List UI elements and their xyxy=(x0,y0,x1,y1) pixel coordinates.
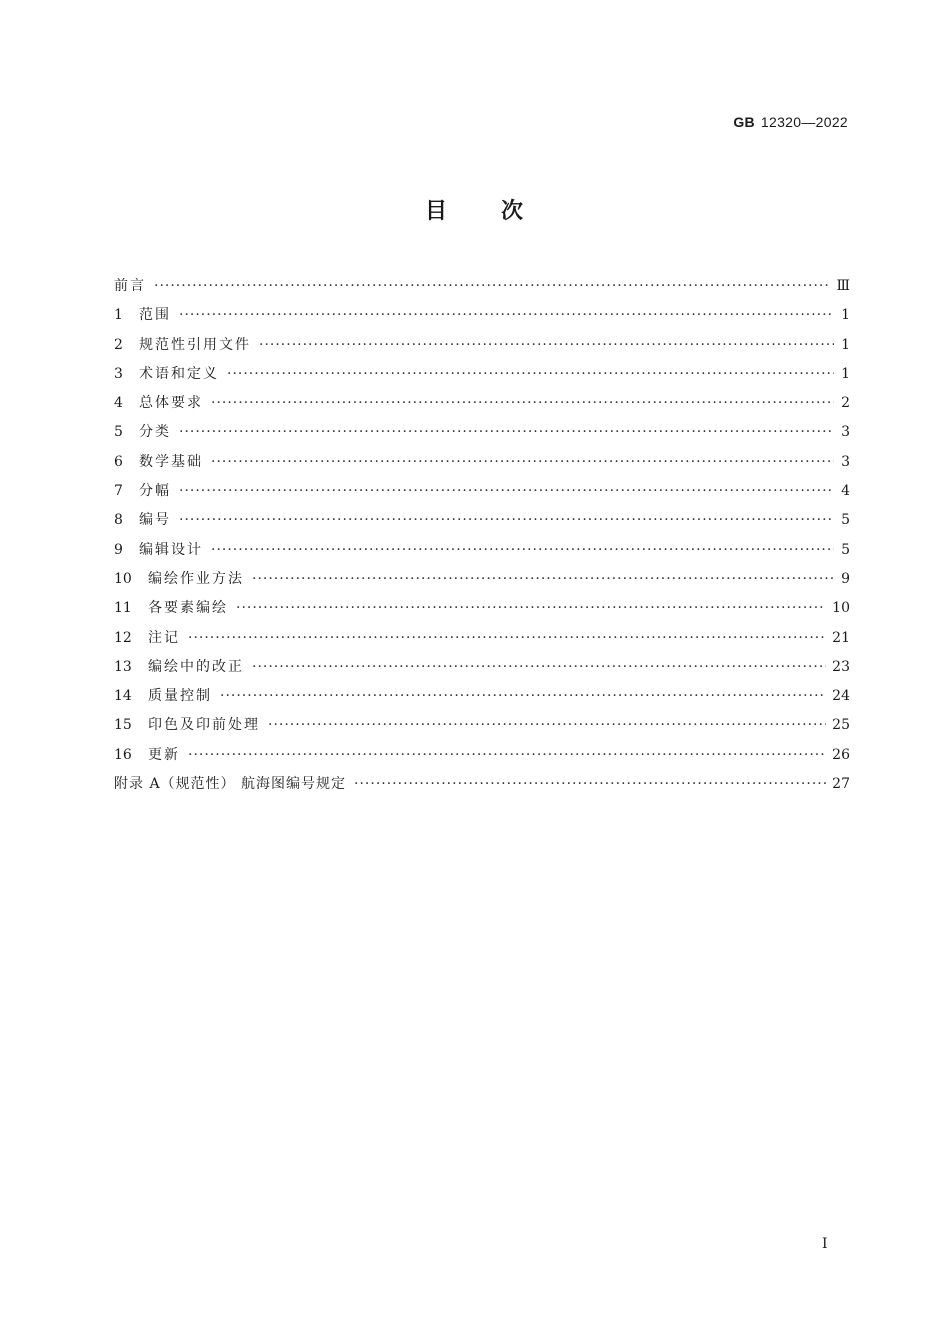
toc-leader-dots xyxy=(179,418,834,447)
toc-entry-6[interactable] xyxy=(114,448,850,477)
toc-entry-8[interactable] xyxy=(114,506,850,535)
toc-entry-2[interactable] xyxy=(114,331,850,360)
toc-entry-label: 附录 A（规范性） 航海图编号规定 xyxy=(114,776,347,793)
toc-entry-10[interactable] xyxy=(114,565,850,594)
toc-entry-page: 9 xyxy=(841,570,850,587)
toc-entry-label: 编绘作业方法 xyxy=(148,570,244,587)
title-char-2: 次 xyxy=(501,199,526,224)
standard-code xyxy=(733,114,848,130)
toc-entry-number: 11 xyxy=(114,600,132,617)
toc-entry-label: 前言 xyxy=(114,278,146,294)
toc-entry-page: 10 xyxy=(832,600,850,617)
toc-leader-dots xyxy=(211,536,834,565)
standard-prefix: GB xyxy=(733,114,755,130)
toc-entry-foreword[interactable] xyxy=(114,272,850,301)
toc-leader-dots xyxy=(252,653,826,682)
toc-entry-11[interactable] xyxy=(114,594,850,623)
toc-entry-number: 8 xyxy=(114,512,123,529)
page-title xyxy=(0,194,950,225)
toc-leader-dots xyxy=(188,624,826,653)
title-char-1: 目 xyxy=(424,199,449,224)
toc-entry-7[interactable] xyxy=(114,477,850,506)
toc-entry-appendix-a[interactable] xyxy=(114,770,850,799)
toc-entry-label: 各要素编绘 xyxy=(148,600,228,617)
toc-entry-number: 2 xyxy=(114,336,123,353)
toc-entry-label: 质量控制 xyxy=(148,688,212,705)
toc-entry-number: 1 xyxy=(114,307,123,324)
toc-entry-label: 编号 xyxy=(139,512,171,529)
toc-entry-page: 2 xyxy=(841,395,850,412)
page-number: I xyxy=(822,1236,828,1252)
toc-entry-number: 4 xyxy=(114,395,123,412)
toc-entry-1[interactable] xyxy=(114,301,850,330)
table-of-contents xyxy=(114,272,850,799)
toc-entry-number: 6 xyxy=(114,453,123,470)
toc-entry-page: 23 xyxy=(832,658,850,675)
toc-entry-9[interactable] xyxy=(114,536,850,565)
toc-leader-dots xyxy=(252,565,834,594)
toc-entry-label: 规范性引用文件 xyxy=(139,336,251,353)
toc-leader-dots xyxy=(211,448,834,477)
toc-leader-dots xyxy=(179,301,834,330)
toc-leader-dots xyxy=(188,741,826,770)
toc-entry-3[interactable] xyxy=(114,360,850,389)
toc-entry-number: 12 xyxy=(114,629,132,646)
toc-leader-dots xyxy=(220,682,826,711)
toc-entry-page: 27 xyxy=(832,776,850,793)
toc-entry-5[interactable] xyxy=(114,418,850,447)
toc-entry-15[interactable] xyxy=(114,711,850,740)
toc-entry-label: 分幅 xyxy=(139,483,171,500)
toc-entry-page: 3 xyxy=(841,453,850,470)
toc-entry-number: 13 xyxy=(114,658,132,675)
toc-leader-dots xyxy=(268,711,826,740)
toc-entry-page: 4 xyxy=(841,483,850,500)
toc-entry-page: 25 xyxy=(832,717,850,734)
toc-entry-label: 编绘中的改正 xyxy=(148,658,244,675)
toc-entry-page: 24 xyxy=(832,688,850,705)
toc-leader-dots xyxy=(211,389,834,418)
toc-entry-16[interactable] xyxy=(114,741,850,770)
toc-entry-page: 5 xyxy=(841,541,850,558)
toc-entry-4[interactable] xyxy=(114,389,850,418)
toc-entry-number: 15 xyxy=(114,717,132,734)
toc-entry-12[interactable] xyxy=(114,624,850,653)
toc-entry-label: 编辑设计 xyxy=(139,541,203,558)
toc-entry-label: 数学基础 xyxy=(139,453,203,470)
toc-entry-page: 1 xyxy=(841,307,850,324)
toc-leader-dots xyxy=(236,594,826,623)
toc-leader-dots xyxy=(227,360,834,389)
toc-entry-number: 7 xyxy=(114,483,123,500)
toc-entry-label: 总体要求 xyxy=(139,395,203,412)
toc-entry-page: 5 xyxy=(841,512,850,529)
toc-entry-number: 5 xyxy=(114,424,123,441)
toc-entry-page: 21 xyxy=(832,629,850,646)
toc-entry-label: 印色及印前处理 xyxy=(148,717,260,734)
toc-entry-14[interactable] xyxy=(114,682,850,711)
toc-entry-label: 分类 xyxy=(139,424,171,441)
toc-entry-page: 26 xyxy=(832,746,850,763)
toc-entry-number: 3 xyxy=(114,365,123,382)
toc-entry-label: 更新 xyxy=(148,746,180,763)
standard-number: 12320—2022 xyxy=(760,114,848,130)
toc-leader-dots xyxy=(354,770,826,799)
toc-entry-number: 9 xyxy=(114,541,123,558)
toc-entry-number: 14 xyxy=(114,688,132,705)
toc-leader-dots xyxy=(179,477,834,506)
toc-entry-label: 术语和定义 xyxy=(139,365,219,382)
toc-entry-page: 1 xyxy=(841,365,850,382)
toc-leader-dots xyxy=(179,506,834,535)
toc-entry-label: 范围 xyxy=(139,307,171,324)
toc-entry-label: 注记 xyxy=(148,629,180,646)
toc-entry-page: 3 xyxy=(841,424,850,441)
toc-entry-number: 10 xyxy=(114,570,132,587)
toc-leader-dots xyxy=(154,272,830,301)
toc-leader-dots xyxy=(259,331,834,360)
toc-entry-number: 16 xyxy=(114,746,132,763)
toc-entry-13[interactable] xyxy=(114,653,850,682)
toc-entry-page: Ⅲ xyxy=(836,278,850,294)
toc-entry-page: 1 xyxy=(841,336,850,353)
